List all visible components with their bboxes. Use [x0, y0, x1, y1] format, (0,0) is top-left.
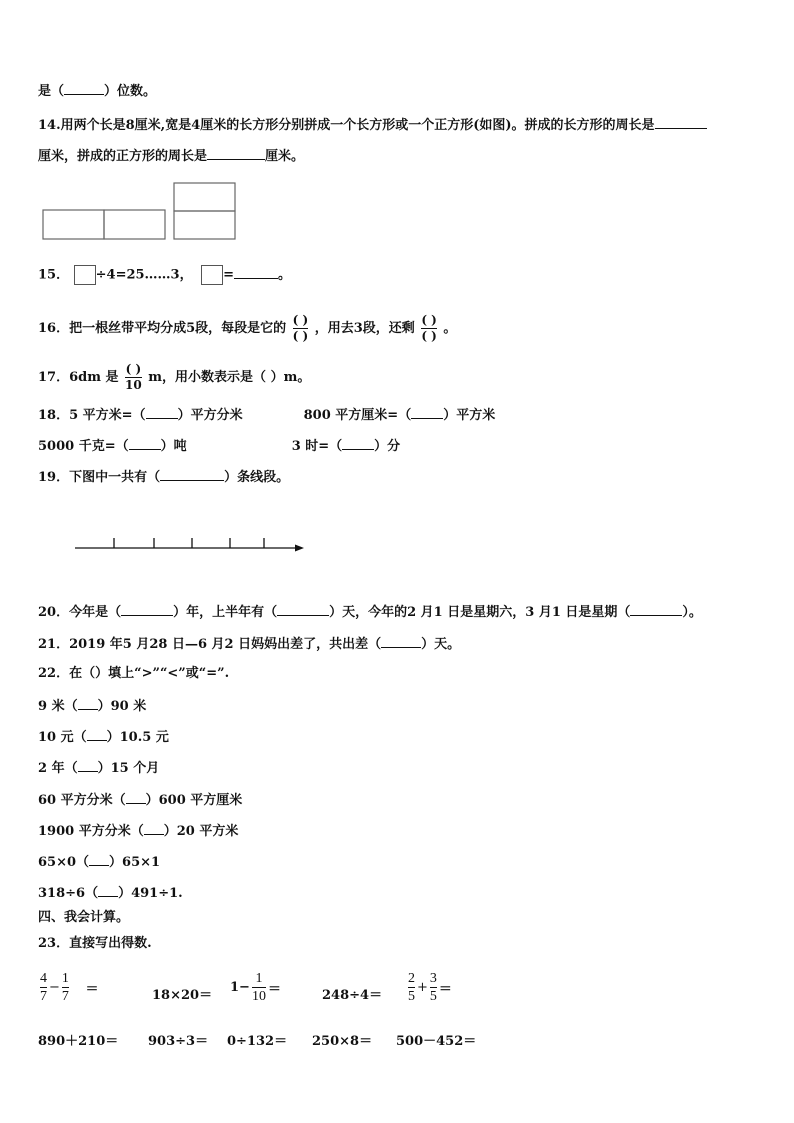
calc-item: 18×20＝	[152, 988, 213, 1003]
rectangle-left	[43, 210, 104, 239]
calc-item: 1− $\frac{1}{10}$ ＝	[230, 971, 281, 1004]
q17: 17．6dm 是 $\frac{( )}{10}$ m，用小数表示是（ ）m。	[38, 362, 311, 392]
q14-line1: 14.用两个长是8厘米,宽是4厘米的长方形分别拼成一个长方形或一个正方形(如图)。拼成的长方形的周长是	[38, 116, 707, 134]
q14-line2: 厘米，拼成的正方形的周长是 厘米。	[38, 149, 305, 164]
calc-item: 903÷3＝	[148, 1034, 209, 1049]
calc-item: $\frac{4}{7}$ − $\frac{1}{7}$ ＝	[40, 971, 99, 1004]
q22-item: 65×0（ ）65×1	[38, 855, 161, 870]
fraction-blank[interactable]: $\frac{( )}{( )}$	[292, 313, 309, 343]
answer-blank[interactable]	[234, 266, 278, 279]
fraction-blank[interactable]: $\frac{( )}{( )}$	[421, 313, 437, 343]
answer-blank[interactable]	[98, 884, 118, 897]
q18-line2: 5000 千克=（ ）吨 3 时=（ ）分	[38, 439, 401, 454]
fraction: $\frac{1}{10}$	[251, 971, 266, 1004]
answer-blank[interactable]	[144, 822, 164, 835]
answer-blank[interactable]	[129, 437, 161, 450]
answer-blank[interactable]	[78, 759, 98, 772]
fraction: $\frac{1}{7}$	[61, 971, 69, 1004]
answer-box[interactable]	[201, 265, 223, 285]
answer-blank[interactable]	[411, 406, 443, 419]
q22-item: 2 年（ ）15 个月	[38, 761, 160, 776]
segment-line-figure	[70, 530, 310, 560]
answer-blank[interactable]	[64, 82, 104, 95]
answer-box[interactable]	[74, 265, 96, 285]
q18-line1: 18．5 平方米=（ ）平方分米 800 平方厘米=（ ）平方米	[38, 408, 496, 423]
calc-item: 0÷132＝	[227, 1034, 288, 1049]
rectangle-right	[104, 210, 165, 239]
answer-blank[interactable]	[87, 728, 107, 741]
answer-blank[interactable]	[121, 603, 173, 616]
q22-item: 318÷6（ ）491÷1.	[38, 886, 183, 901]
rectangles-figure	[40, 180, 240, 244]
fraction: $\frac{4}{7}$	[40, 971, 47, 1004]
q13-tail: 是（ ）位数。	[38, 84, 157, 99]
calc-item: $\frac{2}{5}$ + $\frac{3}{5}$ ＝	[408, 971, 452, 1004]
answer-blank[interactable]	[146, 406, 178, 419]
q20: 20．今年是（ ）年，上半年有（ ）天，今年的2 月1 日是星期六，3 月1 日是星期（ ）。	[38, 605, 702, 620]
answer-blank[interactable]	[381, 635, 421, 648]
square-top	[174, 183, 235, 211]
answer-blank[interactable]	[655, 116, 707, 129]
calc-item: 248÷4＝	[322, 988, 383, 1003]
answer-blank[interactable]	[89, 853, 109, 866]
fraction: $\frac{3}{5}$	[429, 971, 437, 1004]
q15: 15． ÷4=25……3， = 。	[38, 265, 291, 285]
answer-blank[interactable]	[126, 791, 146, 804]
arrow-head	[295, 545, 304, 552]
calc-item: 500－452＝	[396, 1034, 477, 1049]
q19: 19．下图中一共有（ ）条线段。	[38, 470, 290, 485]
q22-item: 10 元（ ）10.5 元	[38, 730, 169, 745]
answer-blank[interactable]	[207, 147, 265, 160]
fraction: $\frac{2}{5}$	[408, 971, 415, 1004]
calc-item: 250×8＝	[312, 1034, 373, 1049]
answer-blank[interactable]	[630, 603, 682, 616]
q22-title: 22．在（）填上“>”“<”或“=”.	[38, 666, 230, 681]
fraction-blank[interactable]: $\frac{( )}{10}$	[125, 362, 142, 392]
answer-blank[interactable]	[78, 697, 98, 710]
q22-item: 1900 平方分米（ ）20 平方米	[38, 824, 239, 839]
answer-blank[interactable]	[277, 603, 329, 616]
calc-item: 890＋210＝	[38, 1034, 119, 1049]
q16: 16．把一根丝带平均分成5段，每段是它的 $\frac{( )}{( )}$ ，用去3段，还剩 $\frac{( )}{( )}$ 。	[38, 313, 457, 343]
section-heading: 四、我会计算。	[38, 910, 130, 925]
q22-item: 60 平方分米（ ）600 平方厘米	[38, 793, 243, 808]
answer-blank[interactable]	[160, 468, 224, 481]
answer-blank[interactable]	[342, 437, 374, 450]
q23-title: 23．直接写出得数.	[38, 936, 152, 951]
q21: 21．2019 年5 月28 日—6 月2 日妈妈出差了，共出差（ ）天。	[38, 637, 461, 652]
q22-item: 9 米（ ）90 米	[38, 699, 147, 714]
square-bottom	[174, 211, 235, 239]
